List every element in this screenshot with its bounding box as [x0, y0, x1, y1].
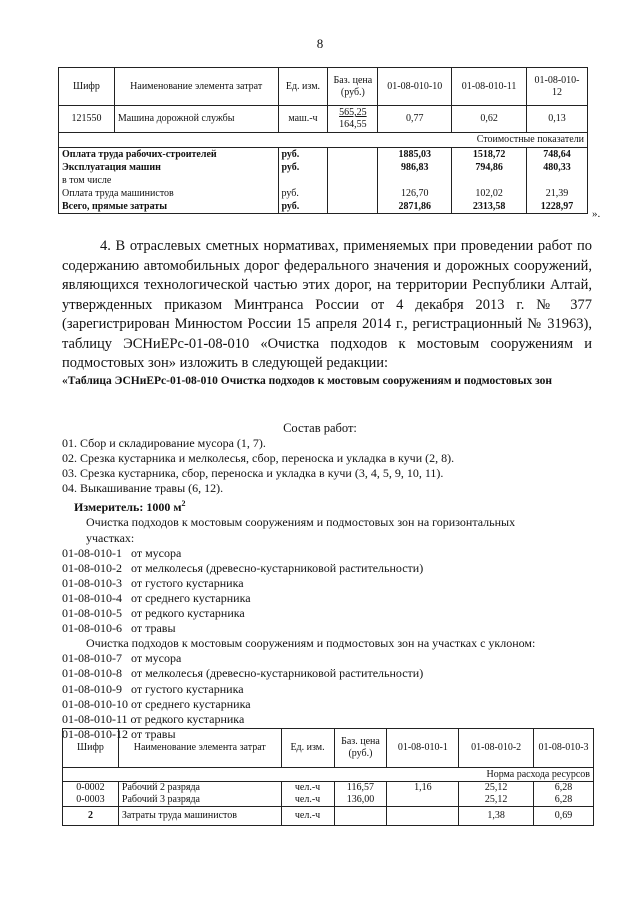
cell-value: 6,28: [534, 782, 594, 795]
summary-value: 748,64: [527, 148, 588, 162]
norm-item: 01-08-010-9 от густого кустарника: [62, 681, 244, 696]
header-cell: Наименование элемента затрат: [114, 68, 278, 106]
summary-value: 2871,86: [378, 200, 452, 214]
meter-line: [62, 496, 602, 515]
cell-unit: маш.-ч: [278, 106, 328, 133]
summary-name: Всего, прямые затраты: [59, 200, 279, 214]
header-cell: 01-08-010-10: [378, 68, 452, 106]
summary-unit: руб.: [278, 148, 328, 162]
cell-value: 25,12: [459, 782, 534, 795]
summary-value: 21,39: [527, 187, 588, 200]
cell-price: [334, 807, 387, 826]
norm-item: 01-08-010-7 от мусора: [62, 651, 182, 666]
cell-code: 2: [63, 807, 119, 826]
norm-item: 01-08-010-3 от густого кустарника: [62, 575, 244, 590]
norm-item: 01-08-010-10 от среднего кустарника: [62, 696, 251, 711]
header-cell: 01-08-010-12: [527, 68, 588, 106]
summary-value: 986,83: [378, 161, 452, 174]
header-cell: 01-08-010-2: [459, 729, 534, 768]
header-cell: 01-08-010-1: [387, 729, 459, 768]
table-band-row: [59, 133, 588, 148]
cell-unit: чел.-ч: [281, 807, 334, 826]
meter-label: Измеритель: 1000 м: [74, 500, 182, 515]
cell-name: Машина дорожной службы: [114, 106, 278, 133]
summary-unit: руб.: [278, 161, 328, 174]
meter-sup: 2: [181, 499, 186, 509]
resource-norm-table: [62, 728, 594, 826]
summary-value: 794,86: [452, 161, 527, 174]
header-cell: Шифр: [59, 68, 115, 106]
work-item: 02. Срезка кустарника и мелколесья, сбор, переноска и укладка в кучи (2, 8).: [62, 451, 455, 466]
norm-item: 01-08-010-2 от мелколесья (древесно-кустарниковой растительности): [62, 560, 424, 575]
summary-name: в том числе: [59, 174, 279, 187]
amendment-paragraph: [62, 237, 592, 374]
section-heading: Очистка подходов к мостовым сооружениям и подмостовых зон на горизонтальных: [86, 515, 516, 530]
cell-code: 121550: [59, 106, 115, 133]
header-cell: Шифр: [63, 729, 119, 768]
summary-value: 1518,72: [452, 148, 527, 162]
summary-name: Эксплуатация машин: [59, 161, 279, 174]
header-cell: Ед. изм.: [281, 729, 334, 768]
header-cell: Баз. цена (руб.): [334, 729, 387, 768]
norm-item: 01-08-010-8 от мелколесья (древесно-кустарниковой растительности): [62, 666, 424, 681]
table-title: «Таблица ЭСНиЕРс-01-08-010 Очистка подходов к мостовым сооружениям и подмостовых зон: [62, 375, 553, 387]
composition-heading: Состав работ:: [283, 421, 357, 435]
norm-item: 01-08-010-5 от редкого кустарника: [62, 606, 245, 621]
header-cell: 01-08-010-11: [452, 68, 527, 106]
section-heading: Очистка подходов к мостовым сооружениям и подмостовых зон на участках с уклоном:: [86, 636, 536, 651]
summary-value: 480,33: [527, 161, 588, 174]
cost-table-top: [58, 67, 588, 214]
summary-row: [59, 161, 588, 174]
work-item: 04. Выкашивание травы (6, 12).: [62, 481, 224, 496]
norm-item: 01-08-010-4 от среднего кустарника: [62, 590, 251, 605]
cell-value: [387, 794, 459, 807]
summary-unit: руб.: [278, 200, 328, 214]
summary-row: [59, 148, 588, 162]
price-bottom: 164,55: [339, 119, 367, 130]
cell-value: 0,62: [452, 106, 527, 133]
work-item: 03. Срезка кустарника, сбор, переноска и укладка в кучи (3, 4, 5, 9, 10, 11).: [62, 466, 444, 481]
table-row: [59, 106, 588, 133]
table-band-row: [63, 768, 594, 782]
cell-value: 0,69: [534, 807, 594, 826]
summary-value: 2313,58: [452, 200, 527, 214]
header-cell: Ед. изм.: [278, 68, 328, 106]
header-cell: Баз. цена (руб.): [328, 68, 378, 106]
table-header-row: [59, 68, 588, 106]
cell-price: 116,57: [334, 782, 387, 795]
cell-value: [387, 807, 459, 826]
cell-value: 1,38: [459, 807, 534, 826]
cell-value: 1,16: [387, 782, 459, 795]
cell-code: 0-0002: [63, 782, 119, 795]
cell-code: 0-0003: [63, 794, 119, 807]
summary-row: [59, 200, 588, 214]
table-row: [63, 782, 594, 795]
summary-value: 126,70: [378, 187, 452, 200]
price-top: 565,25: [339, 107, 367, 118]
summary-value: 102,02: [452, 187, 527, 200]
norm-item: 01-08-010-12 от травы: [62, 726, 176, 741]
table-row: [63, 794, 594, 807]
cell-price: 136,00: [334, 794, 387, 807]
section-heading-cont: участках:: [86, 530, 135, 545]
cell-unit: чел.-ч: [281, 794, 334, 807]
composition-block: [62, 436, 602, 742]
cell-price: [328, 106, 378, 133]
cell-value: 25,12: [459, 794, 534, 807]
summary-name: Оплата труда машинистов: [59, 187, 279, 200]
norm-item: 01-08-010-6 от травы: [62, 621, 176, 636]
summary-value: 1885,03: [378, 148, 452, 162]
band-label: Норма расхода ресурсов: [63, 768, 594, 782]
header-cell: 01-08-010-3: [534, 729, 594, 768]
page-number: 8: [316, 36, 324, 51]
summary-unit: руб.: [278, 187, 328, 200]
header-cell: Наименование элемента затрат: [118, 729, 281, 768]
summary-row: [59, 187, 588, 200]
closing-quote: ».: [592, 208, 601, 220]
paragraph-text: 4. В отраслевых сметных нормативах, применяемых при проведении работ по содержанию автомобильных дорог федерального значения и дорожных сооружений, являющихся технологической частью этих дорог, на территории Республики Алтай, утвержденных приказом Минтранса России от 4 декабря 2013 г. № 377 (зарегистрирован Минюстом России 15 апреля 2014 г., регистрационный № 31963), таблицу ЭСНиЕРс-01-08-010 «Очистка подходов к мостовым сооружениям и подмостовых зон» изложить в следующей редакции:: [62, 238, 592, 371]
norm-item: 01-08-010-11 от редкого кустарника: [62, 711, 245, 726]
cell-name: Затраты труда машинистов: [118, 807, 281, 826]
cell-value: 6,28: [534, 794, 594, 807]
summary-value: 1228,97: [527, 200, 588, 214]
cell-unit: чел.-ч: [281, 782, 334, 795]
summary-row: [59, 174, 588, 187]
cell-value: 0,77: [378, 106, 452, 133]
summary-name: Оплата труда рабочих-строителей: [59, 148, 279, 162]
cell-name: Рабочий 3 разряда: [118, 794, 281, 807]
table-header-row: [63, 729, 594, 768]
table-row: [63, 807, 594, 826]
band-label: Стоимостные показатели: [59, 133, 588, 148]
cell-value: 0,13: [527, 106, 588, 133]
cell-name: Рабочий 2 разряда: [118, 782, 281, 795]
work-item: 01. Сбор и складирование мусора (1, 7).: [62, 436, 266, 450]
norm-item: 01-08-010-1 от мусора: [62, 545, 182, 560]
